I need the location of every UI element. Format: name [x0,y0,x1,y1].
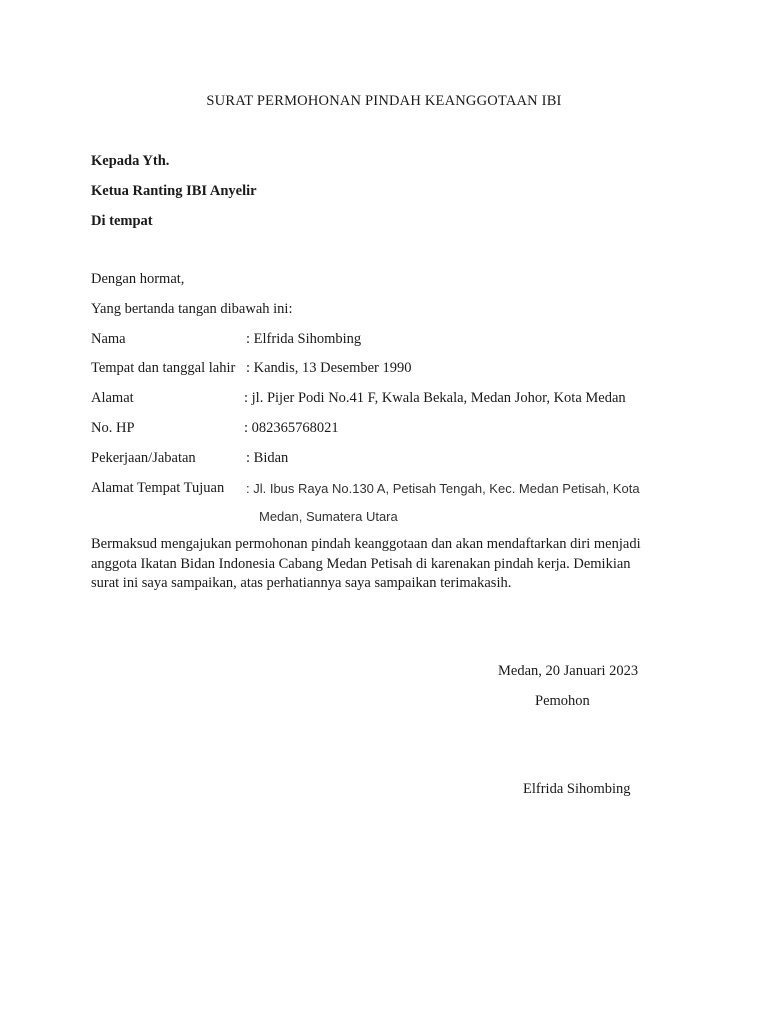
field-label-nohp: No. HP [91,420,135,436]
field-value-pekerjaan: : Bidan [246,450,289,466]
field-label-pekerjaan: Pekerjaan/Jabatan [91,450,196,466]
field-label-tujuan: Alamat Tempat Tujuan [91,480,225,496]
field-value-tujuan: : Jl. Ibus Raya No.130 A, Petisah Tengah, Kec. Medan Petisah, Kota [246,481,640,496]
greeting: Dengan hormat, [91,271,185,287]
field-value-ttl: : Kandis, 13 Desember 1990 [246,360,412,376]
signature-name: Elfrida Sihombing [523,781,631,797]
field-value-nama: : Elfrida Sihombing [246,331,362,347]
body-line-3: surat ini saya sampaikan, atas perhatiannya saya sampaikan terimakasih. [91,575,512,591]
field-value-tujuan-line-2: Medan, Sumatera Utara [259,509,398,524]
intro-text: Yang bertanda tangan dibawah ini: [91,301,293,317]
field-value-nohp: : 082365768021 [244,420,339,436]
recipient-line-3: Di tempat [91,213,153,229]
body-line-2: anggota Ikatan Bidan Indonesia Cabang Medan Petisah di karenakan pindah kerja. Demikian [91,555,631,572]
body-line-1: Bermaksud mengajukan permohonan pindah keanggotaan dan akan mendaftarkan diri menjadi [91,536,641,552]
field-value-alamat: : jl. Pijer Podi No.41 F, Kwala Bekala, Medan Johor, Kota Medan [244,390,626,406]
place-date: Medan, 20 Januari 2023 [498,663,639,679]
field-label-nama: Nama [91,331,126,347]
recipient-line-1: Kepada Yth. [91,153,170,169]
applicant-label: Pemohon [535,693,590,709]
body-paragraph [91,535,671,594]
field-label-alamat: Alamat [91,390,134,406]
letter-title: SURAT PERMOHONAN PINDAH KEANGGOTAAN IBI [206,93,562,109]
field-label-ttl: Tempat dan tanggal lahir [91,360,236,376]
recipient-line-2: Ketua Ranting IBI Anyelir [91,183,257,199]
